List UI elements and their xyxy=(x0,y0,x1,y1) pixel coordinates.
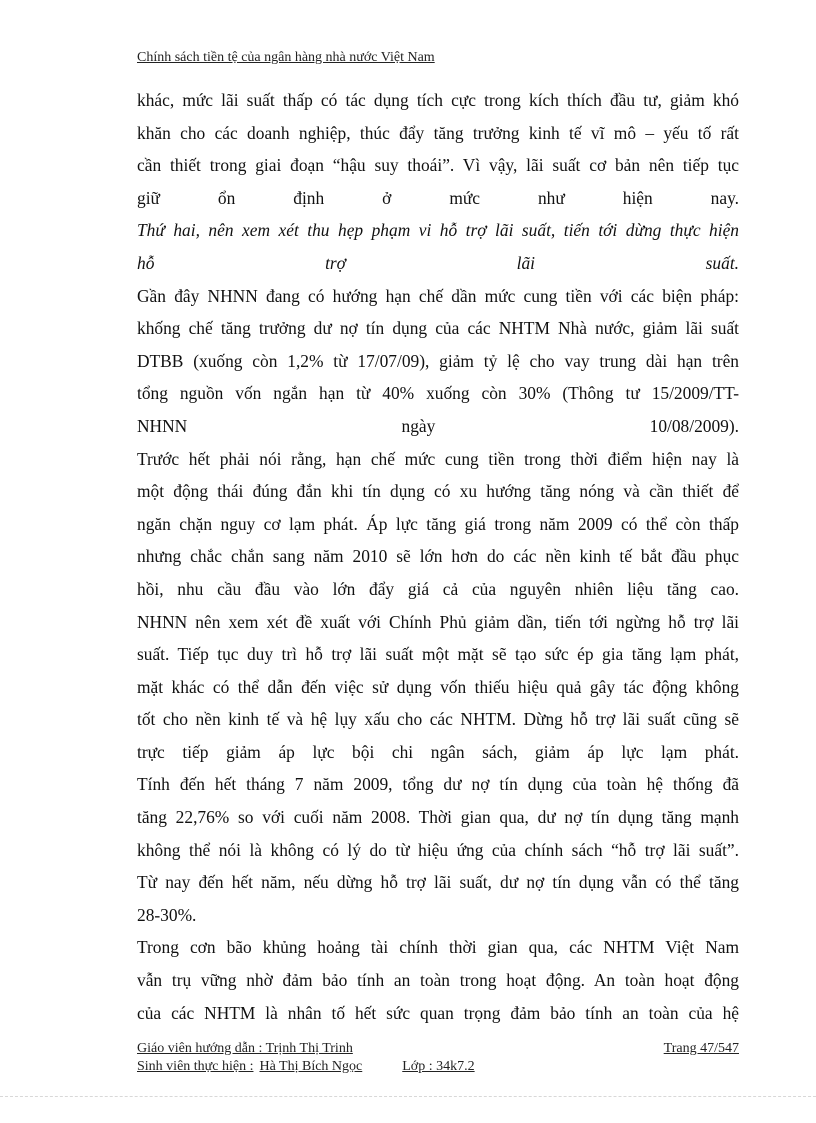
text-line: DTBB (xuống còn 1,2% từ 17/07/09), giảm tỷ lệ cho vay trung dài hạn trên xyxy=(137,350,739,371)
text-line: vẫn trụ vững nhờ đảm bảo tính an toàn trong hoạt động. An toàn hoạt động xyxy=(137,970,739,991)
text-line: khác, mức lãi suất thấp có tác dụng tích cực trong kích thích đầu tư, giảm khó xyxy=(137,90,739,110)
text-line: hỗ trợ lãi suất. xyxy=(137,252,739,273)
text-line: Trong cơn bão khủng hoảng tài chính thời gian qua, các NHTM Việt Nam xyxy=(137,937,739,958)
text-line: trực tiếp giảm áp lực bội chi ngân sách, giảm áp lực lạm phát. xyxy=(137,741,739,762)
text-line: giữ ổn định ở mức như hiện nay. xyxy=(137,187,739,208)
text-line: Từ nay đến hết năm, nếu dừng hỗ trợ lãi suất, dư nợ tín dụng vẫn có thể tăng xyxy=(137,872,739,893)
page-number: Trang 47/547 xyxy=(663,1041,739,1056)
text-line: khăn cho các doanh nghiệp, thúc đẩy tăng trưởng kinh tế vĩ mô – yếu tố rất xyxy=(137,122,739,143)
text-line: khống chế tăng trưởng dư nợ tín dụng của các NHTM Nhà nước, giảm lãi suất xyxy=(137,318,739,339)
student-name: Hà Thị Bích Ngọc xyxy=(259,1059,363,1074)
text-line: tốt cho nền kinh tế và hệ lụy xấu cho các NHTM. Dừng hỗ trợ lãi suất cũng sẽ xyxy=(137,709,739,730)
text-line: Gần đây NHNN đang có hướng hạn chế dần mức cung tiền với các biện pháp: xyxy=(137,285,739,306)
text-line: ngăn chặn nguy cơ lạm phát. Áp lực tăng giá trong năm 2009 có thể còn thấp xyxy=(137,513,739,534)
supervisor-label: Giáo viên hướng dẫn : Trịnh Thị Trinh xyxy=(137,1041,353,1056)
text-line: của các NHTM là nhân tố hết sức quan trọng đảm bảo tính an toàn của hệ xyxy=(137,1002,739,1023)
section-heading xyxy=(137,214,739,279)
body-text xyxy=(137,84,739,1029)
class-label: Lớp : 34k7.2 xyxy=(402,1059,475,1074)
text-line: NHNN nên xem xét đề xuất với Chính Phủ giảm dần, tiến tới ngừng hỗ trợ lãi xyxy=(137,611,739,632)
text-line: mặt khác có thể dẫn đến việc sử dụng vốn thiếu hiệu quả gây tác động không xyxy=(137,676,739,697)
footer-supervisor-row xyxy=(137,1040,739,1058)
paragraph-4 xyxy=(137,931,739,1029)
page-bottom-divider xyxy=(0,1096,816,1097)
text-line: NHNN ngày 10/08/2009). xyxy=(137,415,739,436)
text-line: tổng nguồn vốn ngắn hạn từ 40% xuống còn 30% (Thông tư 15/2009/TT- xyxy=(137,383,739,404)
paragraph-1 xyxy=(137,84,739,214)
text-line: Trước hết phải nói rằng, hạn chế mức cung tiền trong thời điểm hiện nay là xyxy=(137,448,739,469)
text-line: hồi, nhu cầu đầu vào lớn đẩy giá cả của nguyên nhiên liệu tăng cao. xyxy=(137,578,739,599)
text-line: Tính đến hết tháng 7 năm 2009, tổng dư nợ tín dụng của toàn hệ thống đã xyxy=(137,774,739,795)
running-header: Chính sách tiền tệ của ngân hàng nhà nước Việt Nam xyxy=(137,50,435,65)
paragraph-2 xyxy=(137,280,739,443)
page-footer xyxy=(137,1040,739,1076)
text-line: suất. Tiếp tục duy trì hỗ trợ lãi suất một mặt sẽ tạo sức ép gia tăng lạm phát, xyxy=(137,644,739,665)
text-line: 28-30%. xyxy=(137,904,197,925)
text-line: tăng 22,76% so với cuối năm 2008. Thời gian qua, dư nợ tín dụng tăng mạnh xyxy=(137,807,739,828)
footer-student-row xyxy=(137,1058,739,1076)
text-line: Thứ hai, nên xem xét thu hẹp phạm vi hỗ trợ lãi suất, tiến tới dừng thực hiện xyxy=(137,220,739,241)
text-line: một động thái đúng đắn khi tín dụng có xu hướng tăng nóng và cần thiết để xyxy=(137,481,739,502)
student-label: Sinh viên thực hiện : xyxy=(137,1059,254,1074)
paragraph-3 xyxy=(137,443,739,932)
text-line: không thể nói là không có lý do từ hiệu ứng của chính sách “hỗ trợ lãi suất”. xyxy=(137,839,739,860)
text-line: cần thiết trong giai đoạn “hậu suy thoái”. Vì vậy, lãi suất cơ bản nên tiếp tục xyxy=(137,155,739,176)
text-line: nhưng chắc chắn sang năm 2010 sẽ lớn hơn do các nền kinh tế bắt đầu phục xyxy=(137,546,739,567)
